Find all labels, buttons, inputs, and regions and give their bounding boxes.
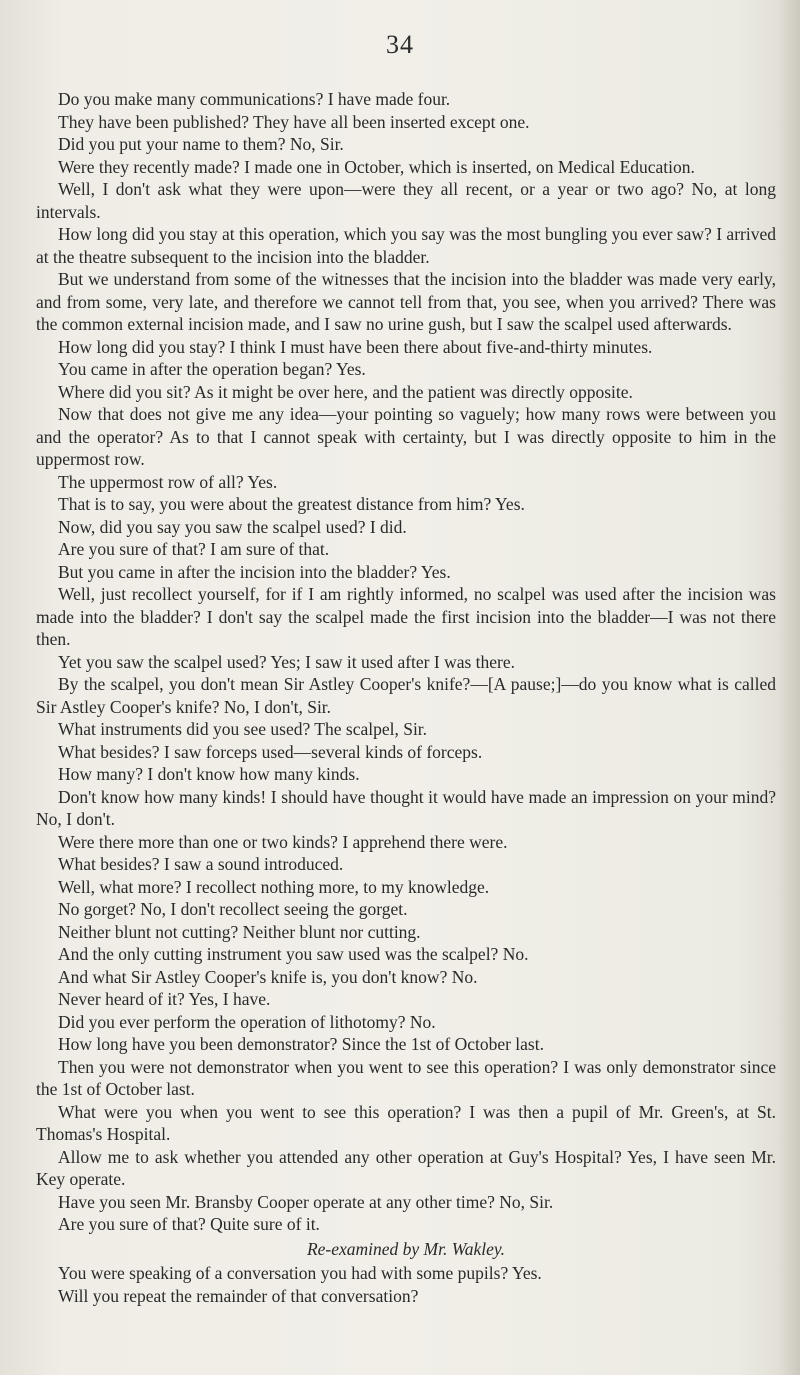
paragraph: But you came in after the incision into the bladder? Yes. (58, 561, 451, 582)
section-heading-prefix: Re-examined by (306, 1238, 420, 1259)
paragraph: Were there more than one or two kinds? I apprehend there were. (58, 831, 508, 852)
paragraph: Yet you saw the scalpel used? Yes; I saw it used after I was there. (58, 651, 516, 672)
paragraph: And the only cutting instrument you saw used was the scalpel? No. (58, 944, 529, 964)
paragraph: Are you sure of that? Quite sure of it. (58, 1214, 320, 1234)
paragraph: Well, I don't ask what they were upon—were they all recent, or a year or two ago? No, at long intervals. (36, 179, 776, 222)
paragraph: Were they recently made? I made one in October, which is inserted, on Medical Education. (58, 156, 695, 177)
page-edge-shadow (778, 0, 800, 1375)
paragraph: How long have you been demonstrator? Since the 1st of October last. (58, 1034, 544, 1054)
paragraph: Do you make many communications? I have made four. (58, 89, 451, 109)
paragraph: By the scalpel, you don't mean Sir Astley Cooper's knife?—[A pause;]—do you know what is called Sir Astley Cooper's knife? No, I don't, Sir. (36, 674, 776, 717)
section-heading-name: Mr. Wakley. (423, 1238, 506, 1259)
paragraph: What were you when you went to see this operation? I was then a pupil of Mr. Green's, at St. Thomas's Hospital. (36, 1101, 776, 1144)
paragraph: What instruments did you see used? The scalpel, Sir. (58, 719, 428, 739)
paragraph: And what Sir Astley Cooper's knife is, you don't know? No. (58, 966, 478, 987)
paragraph: How long did you stay? I think I must have been there about five-and-thirty minutes. (58, 336, 653, 357)
paragraph: Now, did you say you saw the scalpel used? I did. (58, 516, 407, 537)
paragraph: Allow me to ask whether you attended any other operation at Guy's Hospital? Yes, I have seen Mr. Key operate. (36, 1146, 776, 1189)
paragraph: Did you ever perform the operation of lithotomy? No. (58, 1011, 436, 1032)
paragraph: You came in after the operation began? Yes. (58, 359, 366, 379)
paragraph: Neither blunt not cutting? Neither blunt nor cutting. (58, 921, 421, 942)
paragraph: Will you repeat the remainder of that conversation? (58, 1285, 419, 1306)
paragraph: How long did you stay at this operation, which you say was the most bungling you ever saw? I arrived at the theatre subsequent to the incision into the bladder. (36, 224, 776, 267)
paragraph: The uppermost row of all? Yes. (58, 471, 278, 492)
document-body (36, 88, 776, 1307)
paragraph: Don't know how many kinds! I should have thought it would have made an impression on your mind? No, I don't. (36, 786, 776, 829)
paragraph: Have you seen Mr. Bransby Cooper operate at any other time? No, Sir. (58, 1191, 554, 1212)
paragraph: What besides? I saw a sound introduced. (58, 854, 344, 874)
paragraph: Now that does not give me any idea—your pointing so vaguely; how many rows were between you and the operator? As to that I cannot speak with certainty, but I was directly opposite to him in the uppermost row. (36, 404, 776, 469)
paragraph: That is to say, you were about the greatest distance from him? Yes. (58, 494, 525, 514)
paragraph: They have been published? They have all been inserted except one. (58, 111, 530, 132)
section-heading (36, 1238, 776, 1261)
paragraph: Never heard of it? Yes, I have. (58, 989, 271, 1009)
paragraph: Did you put your name to them? No, Sir. (58, 134, 344, 154)
paragraph: But we understand from some of the witnesses that the incision into the bladder was made very early, and from some, very late, and therefore we cannot tell from that, you see, when you arrived? There was the common external incision made, and I saw no urine gush, but I saw the scalpel used afterwards. (36, 269, 776, 334)
paragraph: You were speaking of a conversation you had with some pupils? Yes. (58, 1263, 542, 1283)
paragraph: Where did you sit? As it might be over here, and the patient was directly opposite. (58, 381, 633, 402)
paragraph: What besides? I saw forceps used—several kinds of forceps. (58, 741, 483, 762)
paragraph: Are you sure of that? I am sure of that. (58, 539, 330, 559)
paragraph: Well, what more? I recollect nothing more, to my knowledge. (58, 876, 490, 897)
paragraph: Well, just recollect yourself, for if I am rightly informed, no scalpel was used after the incision was made into the bladder? I don't say the scalpel made the first incision into the bladder—I was not there then. (36, 584, 776, 649)
paragraph: No gorget? No, I don't recollect seeing the gorget. (58, 899, 408, 919)
paragraph: How many? I don't know how many kinds. (58, 764, 360, 784)
paragraph: Then you were not demonstrator when you went to see this operation? I was only demonstrator since the 1st of October last. (36, 1056, 776, 1099)
page-number: 34 (386, 30, 414, 59)
